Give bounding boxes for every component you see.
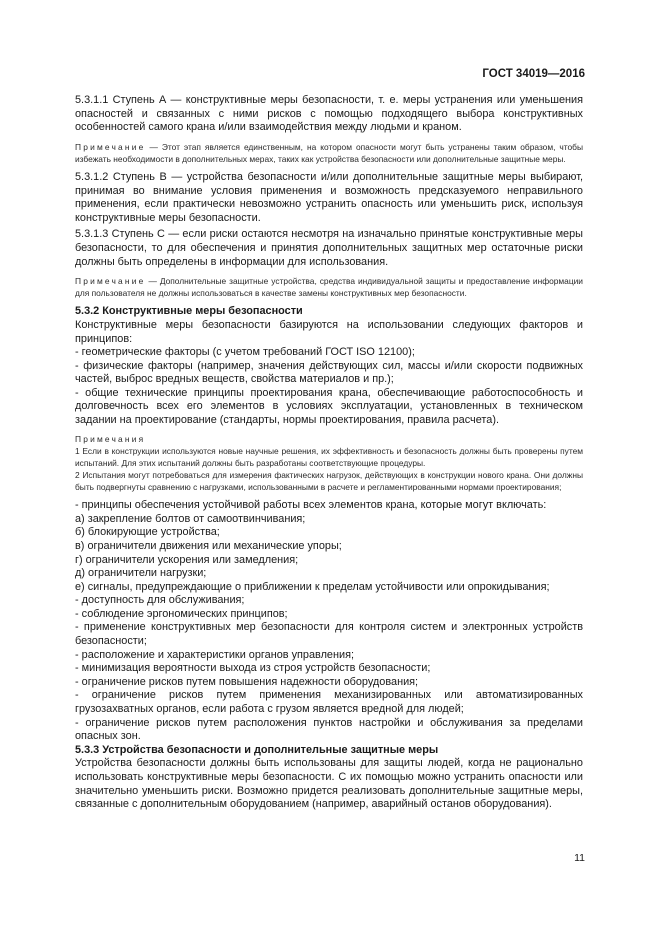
list-item: б) блокирующие устройства;: [75, 526, 220, 539]
paragraph-5-3-1-2: 5.3.1.2 Ступень В — устройства безопасности и/или дополнительные защитные меры выбирают, принимая во внимание условия применения и возможность предсказуемого неправильного применения, если практически невозможно устранить опасность или уменьшить риск, используя конструктивные меры безопасности.: [75, 170, 583, 224]
paragraph: Конструктивные меры безопасности базируются на использовании следующих факторов и принципов:: [75, 318, 583, 345]
note-item: 1 Если в конструкции используются новые научные решения, их эффективность и безопасность должны быть проверены путем испытаний. Для этих испытаний должны быть разработаны соответствующие процедуры.: [75, 445, 583, 468]
list-item: - расположение и характеристики органов управления;: [75, 648, 355, 661]
list-item: г) ограничители ускорения или замедления;: [75, 553, 299, 566]
page-number: 11: [574, 852, 585, 864]
note-stage-c: Примечание — Дополнительные защитные устройства, средства индивидуальной защиты и предоставление информации для пользователя не должны использоваться в качестве замены конструктивных мер безопасности.: [75, 276, 583, 299]
paragraph-5-3-1-1: 5.3.1.1 Ступень А — конструктивные меры безопасности, т. е. меры устранения или уменьшения опасностей и связанных с ними рисков с помощью подходящего выбора конструктивных особенностей самого крана и/или взаимодействия между людьми и краном.: [75, 94, 583, 134]
page-content: [75, 94, 583, 812]
list-item: - физические факторы (например, значения действующих сил, массы и/или скорости подвижных частей, выброс вредных веществ, свойства материалов и пр.);: [75, 359, 583, 386]
notes-heading: Примечания: [75, 433, 146, 444]
note-label: Примечание: [75, 141, 146, 152]
paragraph-5-3-1-3: 5.3.1.3 Ступень С — если риски остаются несмотря на изначально принятые конструктивные меры безопасности, то для обеспечения и принятия дополнительных защитных мер остаточные риски должны быть определены в информации для использования.: [75, 228, 583, 268]
list-item: - применение конструктивных мер безопасности для контроля систем и электронных устройств безопасности;: [75, 621, 583, 648]
list-item: - доступность для обслуживания;: [75, 594, 245, 607]
list-item: - ограничение рисков путем расположения пунктов настройки и обслуживания за пределами опасных зон.: [75, 716, 583, 743]
list-item: - принципы обеспечения устойчивой работы всех элементов крана, которые могут включать:: [75, 499, 547, 512]
paragraph: Устройства безопасности должны быть использованы для защиты людей, когда не рационально использовать конструктивные меры безопасности. С их помощью можно устранить опасности или значительно уменьшить риски. Возможно придется реализовать дополнительные защитные меры, связанные с дополнительным оборудованием (например, аварийный останов оборудования).: [75, 757, 583, 811]
note-stage-a: Примечание — Этот этап является единственным, на котором опасности могут быть устранены таким образом, чтобы избежать необходимости в дополнительных мерах, таких как устройства безопасности или дополнительные защитные меры.: [75, 141, 583, 164]
list-item: а) закрепление болтов от самоотвинчивания;: [75, 512, 306, 525]
list-item: - общие технические принципы проектирования крана, обеспечивающие работоспособность и долговечность всех его элементов в условиях эксплуатации, установленных в техническом задании на проектирование (стандарты, нормы проектирования, правила расчета).: [75, 386, 583, 427]
list-item: е) сигналы, предупреждающие о приближении к пределам устойчивости или опрокидывания;: [75, 580, 550, 593]
list-item: - соблюдение эргономических принципов;: [75, 607, 288, 620]
note-item: 2 Испытания могут потребоваться для измерения фактических нагрузок, действующих в конструкции нового крана. Они должны быть подвергнуты сравнению с нагрузками, использованными в расчете и регламентированными нормами проектирования;: [75, 469, 583, 493]
standard-header: ГОСТ 34019—2016: [482, 68, 585, 80]
list-item: - минимизация вероятности выхода из строя устройств безопасности;: [75, 662, 431, 675]
list-item: д) ограничители нагрузки;: [75, 567, 207, 580]
section-heading-5-3-2: 5.3.2 Конструктивные меры безопасности: [75, 305, 303, 318]
list-item: - ограничение рисков путем повышения надежности оборудования;: [75, 675, 419, 688]
note-label: Примечание: [75, 276, 146, 287]
list-item: - геометрические факторы (с учетом требований ГОСТ ISO 12100);: [75, 346, 415, 359]
section-heading-5-3-3: 5.3.3 Устройства безопасности и дополнительные защитные меры: [75, 743, 439, 756]
list-item: - ограничение рисков путем применения механизированных или автоматизированных грузозахватных органов, если работа с грузом является вредной для людей;: [75, 689, 583, 716]
list-item: в) ограничители движения или механические упоры;: [75, 539, 342, 552]
